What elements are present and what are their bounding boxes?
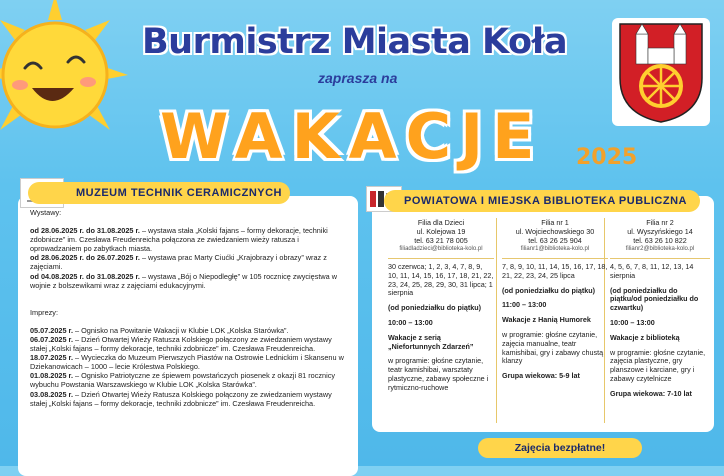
branch-name: Filia nr 1 [541, 218, 569, 227]
branch-hours: 10:00 – 13:00 [610, 317, 655, 327]
branch-activity-title: Wakacje z Hanią Humorek [502, 315, 591, 325]
branch-name: Filia nr 2 [646, 218, 674, 227]
library-band: POWIATOWA I MIEJSKA BIBLIOTEKA PUBLICZNA [384, 190, 700, 212]
branch-phone: tel. 63 26 25 904 [528, 236, 582, 245]
imprezy-heading: Imprezy: [30, 307, 58, 317]
column-divider [496, 218, 497, 423]
branch-email: filianr1@biblioteka-kolo.pl [520, 246, 590, 252]
year-label: 2025 [576, 145, 638, 170]
branch-phone: tel. 63 26 10 822 [633, 236, 687, 245]
branch-days-note: (od poniedziałku do piątku/od poniedziałku do czwartku) [610, 285, 699, 313]
branch-hours: 10:00 – 13:00 [388, 317, 433, 327]
branch-column [610, 218, 710, 405]
branch-days-note: (od poniedziałku do piątku) [502, 285, 596, 295]
branch-dates: 30 czerwca; 1, 2, 3, 4, 7, 8, 9, 10, 11, 14, 15, 16, 17, 18, 21, 22, 23, 24, 25, 28, 29, 30, 31 lipca; 1 sierpnia [388, 262, 494, 298]
branch-age: Grupa wiekowa: 7-10 lat [610, 388, 692, 398]
free-badge: Zajęcia bezpłatne! [478, 438, 642, 458]
branch-email: filianr2@biblioteka-kolo.pl [625, 246, 695, 252]
branch-dates: 4, 5, 6, 7, 8, 11, 12, 13, 14 sierpnia [610, 262, 694, 280]
page-title: Burmistrz Miasta Koła [142, 22, 568, 62]
headline: WAKACJE [160, 100, 544, 173]
wystawy-heading: Wystawy: [30, 208, 62, 217]
museum-band: MUZEUM TECHNIK CERAMICZNYCH [28, 182, 290, 204]
event-item: 05.07.2025 r. – Ognisko na Powitanie Wakacji w Klubie LOK „Kolska Starówka”. [30, 325, 289, 335]
branch-email: filiadladzieci@biblioteka-kolo.pl [399, 246, 483, 252]
branch-address: ul. Wyszyńskiego 14 [627, 227, 693, 236]
event-item: 03.08.2025 r. – Dzień Otwartej Wieży Ratusza Kolskiego połączony ze zwiedzaniem wystawy stałej „Kolski fajans – formy dekoracje, techniki zdobnicze” im. Czesława Freudenreicha. [30, 389, 332, 408]
event-item: 06.07.2025 r. – Dzień Otwartej Wieży Ratusza Kolskiego połączony ze zwiedzaniem wystawy stałej „Kolski fajans – formy dekoracje, techniki zdobnicze” im. Czesława Freudenreicha. [30, 334, 332, 354]
crest-icon [612, 18, 710, 126]
branch-hours: 11:00 – 13:00 [502, 300, 547, 310]
sun-icon [0, 0, 130, 150]
branch-activity-title: Wakacje z serią „Niefortunnych Zdarzeń” [388, 332, 474, 351]
branch-activity-desc: w programie: głośne czytanie, teatr kamishibai, warsztaty plastyczne, zabawy społeczne i rytmiczno-ruchowe [388, 356, 489, 392]
branch-activity-desc: w programie: głośne czytanie, zajęcia manualne, teatr kamishibai, gry i zabawy chustą klanzy [502, 329, 604, 366]
branch-column [388, 218, 494, 399]
branch-dates: 7, 8, 9, 10, 11, 14, 15, 16, 17, 18, 21, 22, 23, 24, 25 lipca [502, 262, 608, 280]
branch-name: Filia dla Dzieci [417, 218, 465, 227]
branch-activity-title: Wakacje z biblioteką [610, 332, 680, 342]
branch-age: Grupa wiekowa: 5-9 lat [502, 371, 580, 381]
exhibition-item: od 28.06.2025 r. do 26.07.2025 r. – wystawa prac Marty Ciućki „Krajobrazy i obrazy” wraz z zajęciami. [30, 253, 327, 272]
branch-address: ul. Kolejowa 19 [416, 227, 466, 236]
exhibition-item: od 28.06.2025 r. do 31.08.2025 r. – wystawa stała „Kolski fajans – formy dekoracje, techniki zdobnicze” im. Czesława Freudenreicha połączona ze zwiedzaniem wieży ratusza i oprowadzaniem po zabytkach miasta. [30, 226, 328, 254]
branch-column [502, 218, 608, 387]
page-subtitle: zaprasza na [318, 70, 398, 86]
branch-activity-desc: w programie: głośne czytanie, zajęcia plastyczne, gry planszowe i karciane, gry i zabawy czytelnicze [610, 347, 706, 383]
exhibition-item: od 04.08.2025 r. do 31.08.2025 r. – wystawa „Bój o Niepodległę” w 105 rocznicę zwycięstwa w wojnie z bolszewikami wraz z zajęciami edukacyjnymi. [30, 271, 338, 290]
branch-phone: tel. 63 21 78 005 [414, 236, 468, 245]
event-item: 01.08.2025 r. – Ognisko Patriotyczne ze śpiewem powstańczych piosenek z okazji 81 rocznicy wybuchu Powstania Warszawskiego w Klubie LOK „Kolska Starówka”. [30, 371, 336, 390]
branch-days-note: (od poniedziałku do piątku) [388, 303, 482, 313]
branch-address: ul. Wojciechowskiego 30 [515, 227, 595, 236]
event-item: 18.07.2025 r. – Wycieczka do Muzeum Pierwszych Piastów na Ostrowie Lednickim i Skansenu w Dziekanowicach – 1000 – lecie Królestwa Polskiego. [30, 353, 344, 372]
museum-content [30, 208, 350, 408]
